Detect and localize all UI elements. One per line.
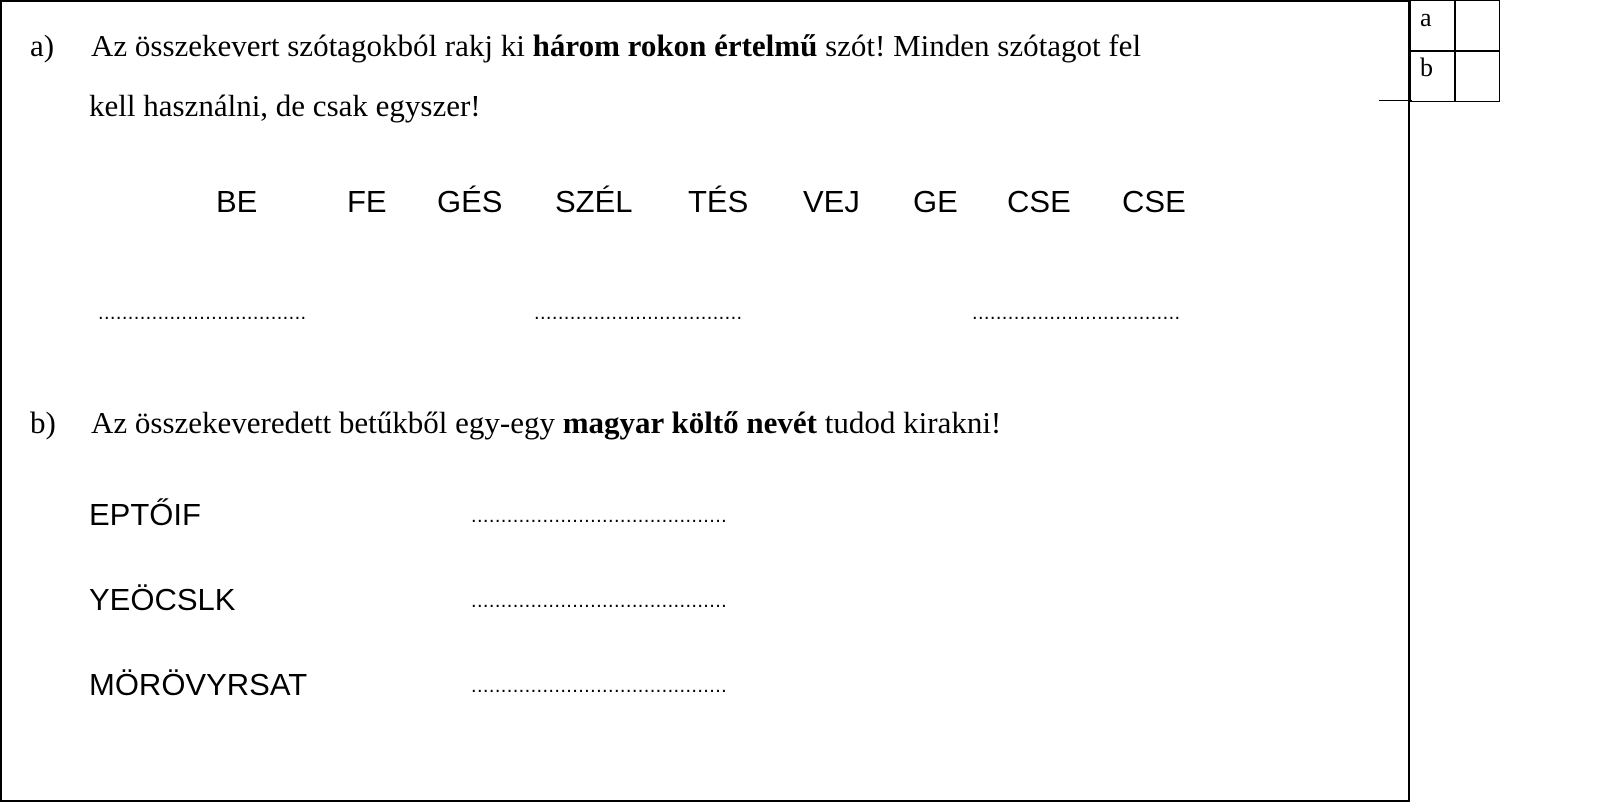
task-a-instruction-line2: kell használni, de csak egyszer! [89,88,481,123]
task-a-label: a) [30,28,55,63]
task-b-label: b) [30,405,56,440]
syllable: CSE [1007,184,1071,219]
scrambled-name-3: MÖRÖVYRSAT [89,667,308,702]
scrambled-name-1: EPTŐIF [89,497,201,532]
task-b-bold-phrase: magyar költő nevét [562,405,818,440]
syllable: GE [913,184,958,219]
name-answer-blank-2[interactable]: ........................................... [471,590,728,612]
syllable: GÉS [437,184,503,219]
answer-blank-3[interactable]: ................................... [972,302,1181,324]
name-answer-blank-1[interactable]: ........................................... [471,505,728,527]
syllable: CSE [1122,184,1186,219]
syllable: BE [216,184,258,219]
score-box-underline [1379,100,1412,101]
answer-blank-2[interactable]: ................................... [534,302,743,324]
score-row-label-a: a [1410,0,1456,52]
task-a-bold-phrase: három rokon értelmű [532,28,818,63]
name-answer-blank-3[interactable]: ........................................... [471,675,728,697]
score-row-label-b: b [1410,50,1456,102]
syllable: TÉS [688,184,749,219]
score-cell-a[interactable] [1454,0,1500,52]
answer-blank-1[interactable]: ................................... [98,302,307,324]
score-cell-b[interactable] [1454,50,1500,102]
syllable: FE [347,184,387,219]
scrambled-name-2: YEÖCSLK [89,582,236,617]
task-a-instruction-line1: Az összekevert szótagokból rakj ki három rokon értelmű szót! Minden szótagot fel [91,28,1142,63]
syllable: VEJ [803,184,860,219]
syllable: SZÉL [555,184,633,219]
task-b-instruction: Az összekeveredett betűkből egy-egy magyar költő nevét tudod kirakni! [91,405,1002,440]
